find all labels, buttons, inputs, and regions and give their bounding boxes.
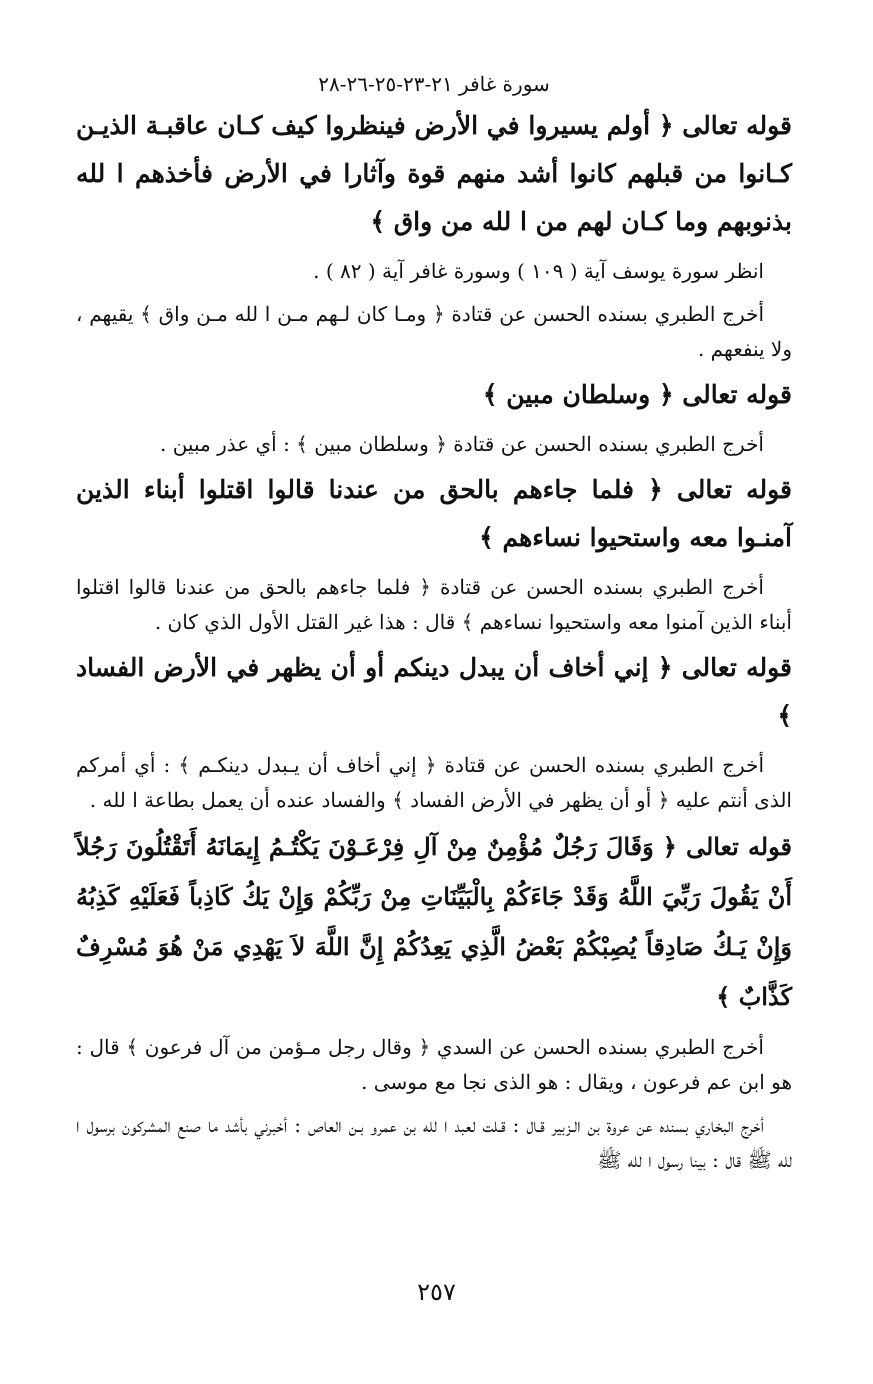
verse-heading: قوله تعالى ﴿ فلما جاءهم بالحق من عندنا قالوا اقتلوا أبناء الذين آمنـوا معه واستحيوا نساءهم ﴾ — [76, 475, 792, 552]
commentary-paragraph: انظر سورة يوسف آية ( ١٠٩ ) وسورة غافر آية ( ٨٢ ) . — [313, 259, 764, 283]
page-body — [76, 68, 792, 1182]
verse-heading: قوله تعالى ﴿ أولم يسيروا في الأرض فينظروا كيف كـان عاقبـة الذيـن كـانوا من قبلهم كانوا أشد منهم قوة وآثارا في الأرض فأخذهم ا لله بذنوبهم وما كـان لهم من ا لله من واق ﴾ — [76, 111, 792, 236]
commentary-paragraph: أخرج الطبري بسنده الحسن عن قتادة ﴿ فلما جاءهم بالحق من عندنا قالوا اقتلوا أبناء الذين آمنوا معه واستحيوا نساءهم ﴾ قال : هذا غير القتل الأول الذي كان . — [76, 575, 792, 634]
running-header: سورة غافر ٢١-٢٣-٢٥-٢٦-٢٨ — [318, 72, 550, 96]
commentary-paragraph: أخرج الطبري بسنده الحسن عن السدي ﴿ وقال رجل مـؤمن من آل فرعون ﴾ قال : هو ابن عم فرعون ، ويقال : هو الذى نجا مع موسى . — [76, 1035, 792, 1094]
commentary-paragraph: أخرج الطبري بسنده الحسن عن قتادة ﴿ وسلطان مبين ﴾ : أي عذر مبين . — [159, 432, 764, 456]
commentary-paragraph: أخرج الطبري بسنده الحسن عن قتادة ﴿ إني أخاف أن يـبدل دينكـم ﴾ : أي أمركم الذى أنتم عليه ﴿ أو أن يظهر في الأرض الفساد ﴾ والفساد عنده أن يعمل بطاعة ا لله . — [76, 753, 792, 812]
commentary-paragraph: أخرج الطبري بسنده الحسن عن قتادة ﴿ ومـا كان لـهم مـن ا لله مـن واق ﴾ يقيهم ، ولا ينفعهم . — [76, 302, 792, 361]
verse-heading: قوله تعالى ﴿ وسلطان مبين ﴾ — [482, 380, 792, 409]
verse-heading: قوله تعالى ﴿ إني أخاف أن يبدل دينكم أو أن يظهر في الأرض الفساد ﴾ — [76, 653, 792, 730]
verse-heading-vocalized: قوله تعالى ﴿ وَقَالَ رَجُلٌ مُؤْمِنٌ مِنْ آلِ فِرْعَـوْنَ يَكْتُـمُ إِيمَانَهُ أَتَقْتُلُونَ رَجُلاً أَنْ يَقُولَ رَبِّيَ اللَّهُ وَقَدْ جَاءَكُمْ بِالْبَيِّنَاتِ مِنْ رَبِّكُمْ وَإِنْ يَكُ كَاذِباً فَعَلَيْهِ كَذِبُهُ وَإِنْ يَـكُ صَادِقاً يُصِبْكُمْ بَعْضُ الَّذِي يَعِدُكُمْ إِنَّ اللَّهَ لاَ يَهْدِي مَنْ هُوَ مُسْرِفٌ كَذَّابٌ ﴾ — [76, 832, 792, 1011]
commentary-paragraph: أخرج البخاري بسنده عن عروة بن الـزبير قـال : قـلت لعبد ا لله بن عمرو بـن العاص : أخبرني بأشد ما صنع المشركون برسول ا لله ﷺ قال : بينا رسول ا لله ﷺ — [76, 1113, 792, 1172]
page-number: ٢٥٧ — [417, 1278, 456, 1306]
